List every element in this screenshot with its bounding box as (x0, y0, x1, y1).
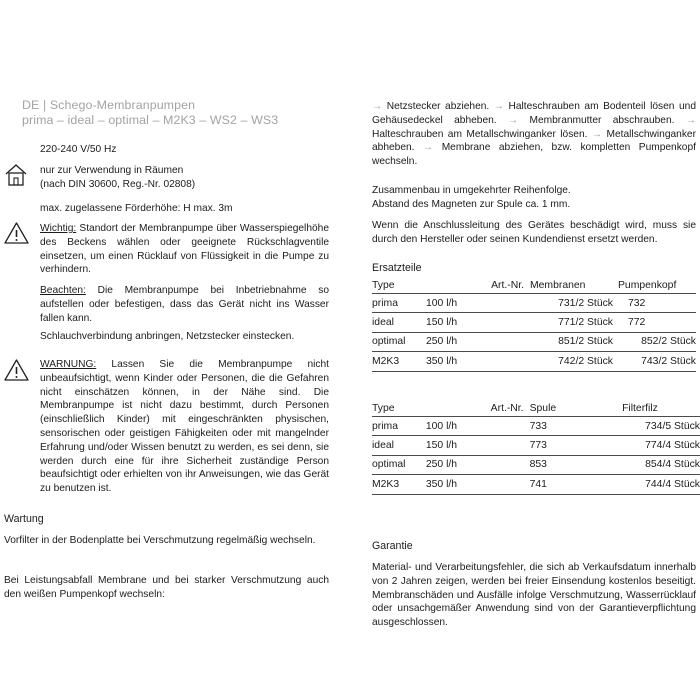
indoor-use-text: nur zur Verwendung in Räumen (40, 165, 184, 176)
cell-pumpenkopf: 772 (618, 313, 696, 332)
warning-triangle-icon (3, 221, 30, 245)
cell-art-nr (479, 475, 524, 494)
step-4: Halteschrauben am Metallschwinganker lösen. (372, 128, 588, 140)
house-icon (3, 163, 29, 187)
cell-filterfilz: 734/5 Stück (622, 417, 700, 436)
cell-type: optimal (372, 455, 426, 474)
cell-art-nr (479, 294, 524, 313)
garantie-paragraph: Material- und Verarbeitungsfehler, die sich ab Verkaufsdatum innerhalb von 2 Jahren zeigen, werden bei freier Einsendung kostenlos beseitigt. Membranschäden und Ausfälle infolge Verschmutzung, Wasserrücklauf oder unsachgemäßer Anwendung sind von der Garantieverpflichtung ausgeschlossen. (372, 562, 696, 629)
cell-membranen: 851/2 Stück (524, 332, 618, 351)
voltage-spec: 220-240 V/50 Hz (40, 144, 117, 155)
indoor-use-note (40, 164, 195, 192)
cell-flow: 100 l/h (426, 294, 479, 313)
spare-parts-table-membranes (372, 277, 696, 372)
wartung-heading: Wartung (4, 513, 44, 525)
cell-type: ideal (372, 436, 426, 455)
disassembly-steps (372, 100, 696, 169)
col-type: Type (372, 277, 426, 294)
cell-art-nr (479, 417, 524, 436)
cell-art-nr (479, 332, 524, 351)
cell-filterfilz: 774/4 Stück (622, 436, 700, 455)
wichtig-paragraph (40, 222, 329, 277)
cell-pumpenkopf: 732 (618, 294, 696, 313)
table-row (372, 352, 696, 371)
cell-type: optimal (372, 332, 426, 351)
reassembly-note (372, 184, 571, 212)
col-flow (426, 400, 479, 417)
step-2: Halteschrauben am Bodenteil lösen und Gehäusedeckel abheben. (372, 101, 696, 126)
col-spule: Spule (524, 400, 623, 417)
cell-membranen: 742/2 Stück (524, 352, 618, 371)
table-header-row (372, 277, 696, 294)
cell-spule: 773 (524, 436, 623, 455)
cell-art-nr (479, 436, 524, 455)
cell-art-nr (479, 352, 524, 371)
col-art-nr: Art.-Nr. (479, 277, 524, 294)
arrow-icon: → (591, 128, 603, 140)
warnung-paragraph (40, 358, 329, 496)
hose-connection-note: Schlauchverbindung anbringen, Netzstecker einstecken. (40, 331, 295, 342)
arrow-icon: → (507, 114, 519, 126)
reassembly-text: Zusammenbau in umgekehrter Reihenfolge. (372, 185, 571, 196)
arrow-icon: → (423, 142, 434, 154)
cell-art-nr (479, 313, 524, 332)
max-lift-spec: max. zugelassene Förderhöhe: H max. 3m (40, 203, 233, 214)
col-pumpenkopf: Pumpenkopf (618, 277, 696, 294)
cell-spule: 853 (524, 455, 623, 474)
warning-triangle-icon (3, 358, 30, 382)
document-header (22, 98, 278, 128)
table-row (372, 436, 700, 455)
step-1: Netzstecker abziehen. (386, 101, 490, 112)
cell-flow: 100 l/h (426, 417, 479, 436)
cell-flow: 150 l/h (426, 436, 479, 455)
cell-flow: 350 l/h (426, 352, 479, 371)
cell-flow: 350 l/h (426, 475, 479, 494)
beachten-text: Die Membranpumpe bei Inbetriebnahme so aufstellen oder befestigen, dass das Gerät nicht ins Wasser fallen kann. (40, 285, 329, 324)
warnung-text: Lassen Sie die Membranpumpe nicht unbeaufsichtigt, wenn Kinder oder Personen, die die Gefahren nicht einschätzen können, in der Nähe sind. Die Membranpumpe ist nicht dazu bestimmt, durch Personen (einschließlich Kinder) mit eingeschränkten physischen, sensorischen oder geistigen Fähigkeiten oder mit mangelnder Erfahrung und/oder Wissen benutzt zu werden, es sei denn, sie werden durch eine für ihre Sicherheit zuständige Person beaufsichtigt oder erhielten von ihr Anweisungen, wie das Gerät zu benutzen ist. (40, 359, 329, 495)
cell-membranen: 771/2 Stück (524, 313, 618, 332)
leistung-paragraph: Bei Leistungsabfall Membrane und bei starker Verschmutzung auch den weißen Pumpenkopf wechseln: (4, 575, 329, 600)
step-5: Metallschwinganker abheben. (372, 128, 696, 154)
table-row (372, 417, 700, 436)
cell-pumpenkopf: 852/2 Stück (618, 332, 696, 351)
step-6: Membrane abziehen, bzw. kompletten Pumpenkopf wechseln. (372, 142, 696, 168)
table-header-row (372, 400, 700, 417)
arrow-icon: → (685, 114, 696, 126)
warnung-label: WARNUNG: (40, 359, 97, 370)
cell-type: M2K3 (372, 475, 426, 494)
col-membranen: Membranen (524, 277, 618, 294)
col-type: Type (372, 400, 426, 417)
cell-flow: 250 l/h (426, 332, 479, 351)
col-flow (426, 277, 479, 294)
cell-spule: 741 (524, 475, 623, 494)
cell-spule: 733 (524, 417, 623, 436)
cell-flow: 250 l/h (426, 455, 479, 474)
cell-membranen: 731/2 Stück (524, 294, 618, 313)
cell-type: prima (372, 417, 426, 436)
cell-type: prima (372, 294, 426, 313)
table-row (372, 313, 696, 332)
table-row (372, 332, 696, 351)
cell-art-nr (479, 455, 524, 474)
wartung-paragraph: Vorfilter in der Bodenplatte bei Verschmutzung regelmäßig wechseln. (4, 535, 316, 546)
cell-type: M2K3 (372, 352, 426, 371)
table-row (372, 294, 696, 313)
cable-replacement-paragraph: Wenn die Anschlussleitung des Gerätes beschädigt wird, muss sie durch den Hersteller oder seinen Kundendienst ersetzt werden. (372, 220, 696, 245)
cell-filterfilz: 854/4 Stück (622, 455, 700, 474)
beachten-label: Beachten: (40, 285, 86, 296)
spare-parts-heading: Ersatzteile (372, 262, 422, 274)
header-models: prima – ideal – optimal – M2K3 – WS2 – WS3 (22, 113, 279, 127)
magnet-distance-text: Abstand des Magneten zur Spule ca. 1 mm. (372, 198, 571, 210)
garantie-heading: Garantie (372, 540, 413, 552)
col-filterfilz: Filterfilz (622, 400, 700, 417)
wichtig-label: Wichtig: (40, 223, 77, 234)
spare-parts-table-coils (372, 400, 700, 495)
cell-pumpenkopf: 743/2 Stück (618, 352, 696, 371)
arrow-icon: → (493, 101, 504, 112)
arrow-icon: → (372, 101, 383, 112)
cell-filterfilz: 744/4 Stück (622, 475, 700, 494)
step-3: Membranmutter abschrauben. (529, 114, 675, 126)
col-art-nr: Art.-Nr. (479, 400, 524, 417)
indoor-use-norm: (nach DIN 30600, Reg.-Nr. 02808) (40, 178, 196, 190)
table-row (372, 475, 700, 494)
table-row (372, 455, 700, 474)
cell-flow: 150 l/h (426, 313, 479, 332)
cell-type: ideal (372, 313, 426, 332)
beachten-paragraph (40, 284, 329, 325)
header-title: DE | Schego-Membranpumpen (22, 98, 196, 112)
wichtig-text: Standort der Membranpumpe über Wasserspiegelhöhe des Beckens wählen oder geeignete Rückschlagventile einsetzen, um einen Rücklauf von Flüssigkeit in die Pumpe zu verhindern. (40, 223, 329, 276)
